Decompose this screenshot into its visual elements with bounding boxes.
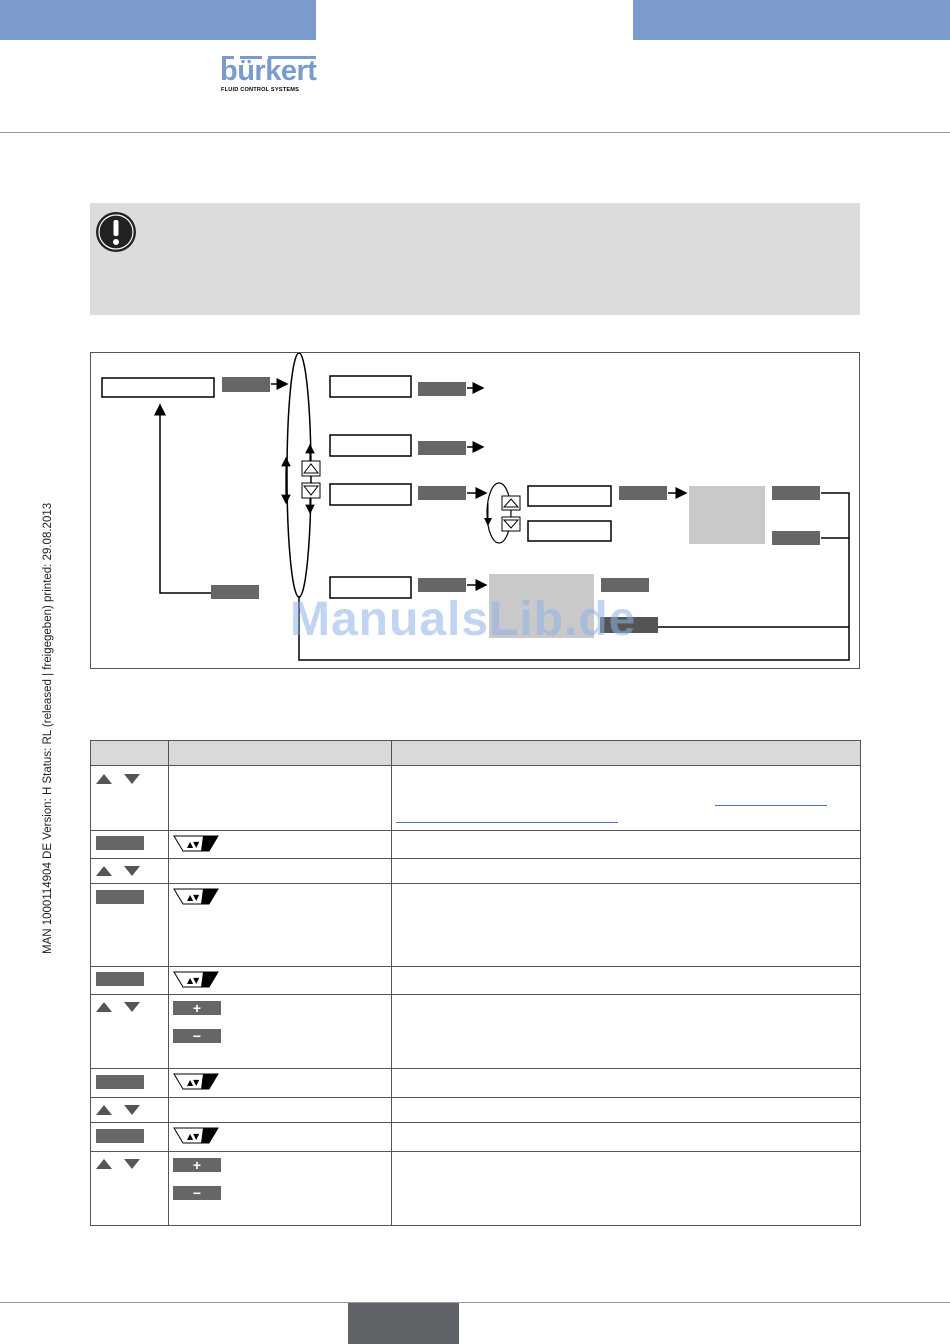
description-cell <box>392 1152 861 1226</box>
svg-text:▲▼: ▲▼ <box>187 893 200 902</box>
key-label <box>418 441 466 455</box>
exclamation-icon <box>95 211 137 253</box>
key-label <box>772 486 820 500</box>
key-label <box>418 486 466 500</box>
key-cell <box>91 831 169 859</box>
description-cell <box>392 1098 861 1123</box>
start-box <box>102 378 214 397</box>
up-arrow-icon <box>96 1159 112 1169</box>
key-label <box>418 382 466 396</box>
menu-item-3 <box>330 484 411 505</box>
table-row <box>91 831 861 859</box>
rotary-knob-icon <box>173 1126 219 1144</box>
menu-item-2 <box>330 435 411 456</box>
rotary-knob-icon <box>173 970 219 988</box>
cross-reference-link[interactable] <box>715 805 827 806</box>
footer-divider <box>0 1302 950 1303</box>
table-row <box>91 1069 861 1098</box>
svg-text:▲▼: ▲▼ <box>187 1078 200 1087</box>
description-cell <box>392 967 861 995</box>
submenu-loop <box>487 483 511 543</box>
down-arrow-icon <box>124 1105 140 1115</box>
key-cell <box>91 967 169 995</box>
brand-name: bürkert <box>220 55 317 87</box>
action-cell <box>169 967 392 995</box>
brand-tagline: FLUID CONTROL SYSTEMS <box>221 87 300 93</box>
key-label <box>772 531 820 545</box>
table-row <box>91 766 861 831</box>
table-row <box>91 995 861 1069</box>
table-row <box>91 967 861 995</box>
key-label <box>619 486 667 500</box>
header-divider <box>0 132 950 133</box>
action-cell <box>169 1069 392 1098</box>
down-arrow-icon <box>124 1159 140 1169</box>
watermark: ManualsLib.de <box>290 593 637 646</box>
up-arrow-icon <box>96 1105 112 1115</box>
table-header-row <box>91 741 861 766</box>
submenu-item-1 <box>528 486 611 506</box>
note-box <box>90 203 860 315</box>
action-cell <box>169 1098 392 1123</box>
key-cell <box>91 995 169 1069</box>
svg-text:▲▼: ▲▼ <box>187 976 200 985</box>
down-key-icon <box>302 483 320 498</box>
up-arrow-icon <box>96 866 112 876</box>
table-row <box>91 884 861 967</box>
enter-key-icon <box>96 836 144 850</box>
down-arrow-icon <box>124 1002 140 1012</box>
key-cell <box>91 766 169 831</box>
key-label <box>418 578 466 592</box>
menu-item-1 <box>330 376 411 397</box>
rotary-knob-icon <box>173 887 219 905</box>
down-key-icon <box>502 517 520 531</box>
enter-key-icon <box>96 1075 144 1089</box>
cross-reference-link[interactable] <box>396 822 618 823</box>
action-cell <box>169 766 392 831</box>
header-cell <box>91 741 169 766</box>
down-arrow-icon <box>124 866 140 876</box>
enter-key-icon <box>96 972 144 986</box>
action-cell <box>169 831 392 859</box>
up-key-icon <box>302 461 320 476</box>
minus-key-icon: − <box>173 1029 221 1043</box>
minus-key-icon: − <box>173 1186 221 1200</box>
action-cell <box>169 995 392 1069</box>
up-arrow-icon <box>96 1002 112 1012</box>
up-arrow-icon <box>96 774 112 784</box>
key-cell <box>91 1069 169 1098</box>
table-row <box>91 859 861 884</box>
description-cell <box>392 995 861 1069</box>
key-cell <box>91 859 169 884</box>
description-cell <box>392 1123 861 1152</box>
action-cell <box>169 859 392 884</box>
svg-text:▲▼: ▲▼ <box>187 840 200 849</box>
back-arrow <box>160 405 211 593</box>
header-bar-left <box>0 0 316 40</box>
plus-key-icon: + <box>173 1001 221 1015</box>
action-cell <box>169 884 392 967</box>
brand-logo <box>220 56 320 96</box>
key-label <box>211 585 259 599</box>
plus-key-icon: + <box>173 1158 221 1172</box>
submenu-item-2 <box>528 521 611 541</box>
key-cell <box>91 1098 169 1123</box>
document-status-line: MAN 1000114904 DE Version: H Status: RL (released | freigegeben) printed: 29.08.2013 <box>42 502 54 954</box>
rotary-knob-icon <box>173 834 219 852</box>
enter-key-icon <box>96 890 144 904</box>
description-cell <box>392 884 861 967</box>
key-label <box>601 578 649 592</box>
up-key-icon <box>502 496 520 510</box>
svg-text:▲▼: ▲▼ <box>187 1132 200 1141</box>
header-cell <box>392 741 861 766</box>
rotary-knob-icon <box>173 1072 219 1090</box>
procedure-table <box>90 740 861 1226</box>
table-row <box>91 1098 861 1123</box>
key-cell <box>91 1152 169 1226</box>
description-cell <box>392 859 861 884</box>
description-cell <box>392 766 861 831</box>
table-row <box>91 1123 861 1152</box>
page-number-tab <box>348 1303 459 1344</box>
enter-key-icon <box>96 1129 144 1143</box>
header-cell <box>169 741 392 766</box>
key-cell <box>91 884 169 967</box>
action-cell <box>169 1123 392 1152</box>
down-arrow-icon <box>124 774 140 784</box>
enter-key-1 <box>222 377 270 392</box>
description-cell <box>392 1069 861 1098</box>
description-cell <box>392 831 861 859</box>
table-row <box>91 1152 861 1226</box>
header-bar-right <box>633 0 950 40</box>
value-panel-1 <box>689 486 765 544</box>
key-cell <box>91 1123 169 1152</box>
action-cell <box>169 1152 392 1226</box>
